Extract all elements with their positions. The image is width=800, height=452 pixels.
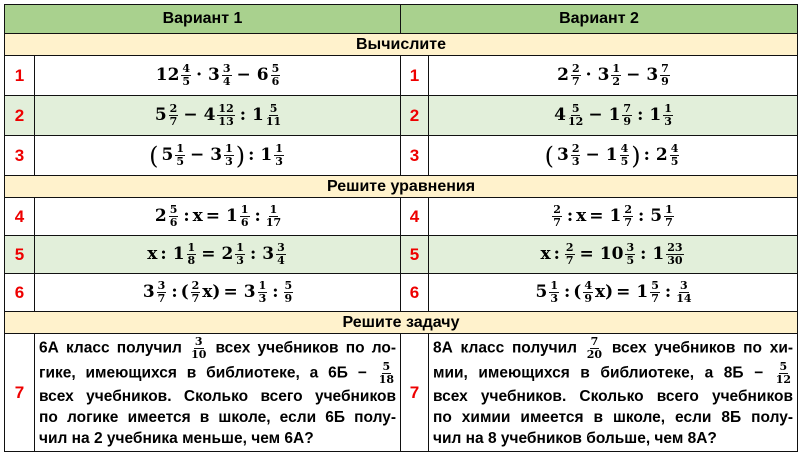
whole-part: 2 (221, 244, 234, 264)
numerator: 23 (667, 241, 683, 254)
fraction (568, 103, 583, 128)
parenthesis: ( (149, 141, 159, 170)
denominator: 13 (218, 115, 234, 128)
fraction (666, 242, 683, 267)
numerator: 5 (169, 203, 178, 216)
variant-2-header: Вариант 2 (401, 5, 798, 34)
expression-v1 (35, 236, 401, 274)
numerator: 5 (571, 102, 580, 115)
numerator: 2 (624, 203, 633, 216)
operator: = (589, 206, 604, 226)
fraction (258, 280, 268, 305)
denominator: 11 (265, 115, 282, 128)
numerator: 2 (572, 62, 580, 75)
denominator: 7 (169, 115, 178, 128)
expression-v2 (429, 56, 798, 96)
fraction (625, 242, 635, 267)
whole-part: 5 (650, 206, 663, 226)
whole-part: 12 (155, 65, 180, 85)
numerator: 1 (236, 241, 244, 254)
numerator: 1 (665, 203, 673, 216)
parenthesis: ) (235, 141, 246, 170)
whole-part: 1 (652, 244, 665, 264)
numerator: 12 (218, 102, 234, 115)
whole-part: 5 (161, 145, 174, 165)
operator: = (223, 282, 238, 302)
text-segment: x (192, 206, 203, 226)
exercise-number: 3 (401, 136, 429, 176)
denominator: 3 (225, 155, 233, 168)
text-segment: всех учебников по ло- (208, 339, 396, 357)
text-segment: ( (573, 282, 582, 302)
operator: − (585, 145, 600, 165)
numerator: 3 (277, 241, 285, 254)
fraction (663, 103, 673, 128)
task-line (433, 428, 793, 449)
operator: : (566, 206, 574, 226)
operator: : (239, 105, 247, 125)
whole-part: 5 (154, 105, 167, 125)
task-number: 7 (5, 334, 35, 452)
text-segment: x (540, 244, 551, 264)
denominator: 7 (191, 292, 200, 305)
operator: : (254, 206, 261, 226)
exercise-number: 6 (401, 274, 429, 312)
denominator: 12 (568, 115, 584, 128)
denominator: 6 (271, 75, 280, 88)
whole-part: 4 (554, 105, 566, 125)
whole-part: 1 (636, 282, 649, 302)
task-line (433, 336, 793, 361)
whole-part: 3 (262, 244, 275, 264)
task-line (39, 407, 396, 428)
text-segment: ( (180, 282, 189, 302)
numerator: 7 (623, 102, 632, 115)
fraction (664, 204, 674, 229)
fraction (676, 280, 691, 305)
denominator: 9 (661, 75, 669, 88)
fraction (271, 63, 281, 88)
denominator: 5 (182, 75, 191, 88)
header-row (5, 5, 798, 34)
fraction (276, 242, 286, 267)
task-number: 7 (401, 334, 429, 452)
operator: : (638, 206, 645, 226)
denominator: 5 (620, 155, 629, 168)
numerator: 3 (222, 62, 231, 75)
whole-part: 1 (226, 206, 238, 226)
operator: = (579, 244, 594, 264)
whole-part: 3 (597, 65, 610, 85)
operator: : (664, 282, 672, 302)
fraction (235, 242, 245, 267)
numerator: 1 (275, 142, 283, 155)
exercise-number: 5 (5, 236, 35, 274)
numerator: 3 (157, 279, 166, 292)
exercise-row (5, 136, 798, 176)
expression-v2 (429, 274, 798, 312)
whole-part: 1 (260, 145, 273, 165)
section-row (5, 176, 798, 198)
fraction (157, 280, 167, 305)
fraction (620, 143, 630, 168)
section-title: Решите уравнения (5, 176, 798, 198)
parenthesis: ) (631, 141, 641, 170)
whole-part: 1 (649, 105, 662, 125)
denominator: 7 (665, 216, 673, 229)
numerator: 1 (258, 279, 267, 292)
numerator: 4 (670, 142, 679, 155)
denominator: 7 (565, 254, 574, 267)
text-segment: x) (202, 282, 221, 302)
fraction (379, 361, 394, 386)
fraction (587, 336, 602, 361)
denominator: 9 (284, 292, 293, 305)
denominator: 6 (240, 216, 249, 229)
fraction (191, 336, 206, 361)
numerator: 2 (169, 102, 178, 115)
numerator: 1 (612, 62, 621, 75)
whole-part: 3 (210, 145, 223, 165)
denominator: 18 (378, 373, 394, 386)
numerator: 5 (269, 102, 278, 115)
denominator: 17 (265, 216, 282, 229)
task-line (433, 361, 793, 386)
expression-v1 (35, 56, 401, 96)
text-segment: всех учебников по хи- (604, 339, 794, 357)
operator: : (563, 282, 571, 302)
exercise-number: 3 (5, 136, 35, 176)
fraction (571, 143, 581, 168)
denominator: 4 (222, 75, 231, 88)
operator: : (640, 244, 647, 264)
operator: : (248, 145, 255, 165)
whole-part: 2 (655, 145, 668, 165)
operator: − (588, 105, 603, 125)
fraction (175, 143, 185, 168)
fraction (169, 204, 179, 229)
expression-v2 (429, 236, 798, 274)
fraction (583, 280, 593, 305)
numerator: 5 (271, 62, 280, 75)
whole-part: 3 (142, 282, 155, 302)
whole-part: 3 (243, 282, 256, 302)
fraction (660, 63, 670, 88)
exercise-number: 4 (5, 198, 35, 236)
expression-v2 (429, 198, 798, 236)
fraction (670, 143, 680, 168)
numerator: 2 (571, 142, 580, 155)
denominator: 5 (176, 155, 184, 168)
operator: : (183, 206, 190, 226)
numerator: 4 (182, 62, 191, 75)
fraction (622, 103, 632, 128)
operator: · (196, 65, 202, 85)
variant-1-header: Вариант 1 (5, 5, 401, 34)
numerator: 1 (240, 203, 249, 216)
fraction (191, 280, 201, 305)
fraction (776, 361, 791, 386)
task-line (39, 361, 396, 386)
whole-part: 5 (535, 282, 548, 302)
operator: : (643, 145, 650, 165)
exercise-number: 2 (401, 96, 429, 136)
numerator: 3 (680, 279, 688, 292)
numerator: 1 (225, 142, 233, 155)
section-row (5, 34, 798, 56)
numerator: 5 (382, 360, 391, 373)
whole-part: 3 (556, 145, 569, 165)
numerator: 4 (620, 142, 629, 155)
whole-part: 6 (256, 65, 269, 85)
fraction (571, 63, 581, 88)
exercise-row (5, 56, 798, 96)
fraction (549, 280, 559, 305)
text-segment: 6А класс получил (39, 339, 190, 357)
text-segment: по логике имеется в школе, если 6Б полу- (39, 409, 396, 426)
denominator: 5 (626, 254, 635, 267)
section-title: Вычислите (5, 34, 798, 56)
expression-v1 (35, 96, 401, 136)
operator: = (616, 282, 631, 302)
denominator: 2 (612, 75, 621, 88)
numerator: 5 (779, 360, 788, 373)
exercise-number: 1 (5, 56, 35, 96)
whole-part: 1 (608, 105, 621, 125)
section-title: Решите задачу (5, 312, 798, 334)
operator: · (585, 65, 592, 85)
numerator: 1 (187, 241, 196, 254)
expression-v1 (35, 274, 401, 312)
denominator: 7 (624, 216, 633, 229)
denominator: 7 (651, 292, 659, 305)
whole-part: 3 (208, 65, 220, 85)
fraction (181, 63, 191, 88)
task-line (39, 336, 396, 361)
fraction (187, 242, 197, 267)
numerator: 2 (191, 279, 200, 292)
operator: : (272, 282, 279, 302)
denominator: 9 (584, 292, 592, 305)
operator: − (189, 145, 205, 165)
fraction (224, 143, 234, 168)
text-segment: чил на 2 учебника меньше, чем 6А? (39, 430, 314, 447)
operator: = (201, 244, 216, 264)
task-row (5, 334, 798, 452)
operator: : (637, 105, 644, 125)
denominator: 7 (553, 216, 561, 229)
text-segment: x (576, 206, 587, 226)
exercise-number: 5 (401, 236, 429, 274)
task-line (39, 428, 396, 449)
exercise-number: 1 (401, 56, 429, 96)
task-line (433, 407, 793, 428)
whole-part: 4 (203, 105, 216, 125)
task-text-v2 (429, 334, 798, 452)
operator: − (236, 65, 251, 85)
numerator: 4 (584, 279, 592, 292)
whole-part: 2 (557, 65, 569, 85)
fraction (623, 204, 633, 229)
denominator: 8 (187, 254, 196, 267)
fraction (222, 63, 232, 88)
operator: : (160, 244, 167, 264)
numerator: 1 (176, 142, 184, 155)
text-segment: мии, имеющихся в библиотеке, а 8Б − (433, 364, 774, 382)
numerator: 3 (626, 241, 635, 254)
numerator: 1 (664, 102, 672, 115)
denominator: 10 (191, 348, 207, 361)
whole-part: 1 (609, 206, 622, 226)
fraction (240, 204, 250, 229)
denominator: 3 (550, 292, 558, 305)
whole-part: 2 (154, 206, 167, 226)
denominator: 3 (236, 254, 244, 267)
text-segment: всех учебников. Сколько всего учебников (433, 388, 793, 405)
denominator: 30 (667, 254, 683, 267)
denominator: 3 (571, 155, 580, 168)
text-segment: всех учебников. Сколько всего учебников (39, 388, 396, 405)
text-segment: 8А класс получил (433, 339, 585, 357)
text-segment: x (147, 244, 158, 264)
denominator: 6 (169, 216, 178, 229)
whole-part: 3 (646, 65, 659, 85)
denominator: 9 (623, 115, 632, 128)
denominator: 12 (775, 373, 791, 386)
operator: : (171, 282, 178, 302)
denominator: 3 (664, 115, 672, 128)
denominator: 20 (586, 348, 603, 361)
numerator: 1 (550, 279, 558, 292)
text-segment: гике, имеющихся в библиотеке, а 6Б − (39, 364, 377, 382)
text-segment: по химии имеется в школе, если 8Б полу- (433, 409, 793, 426)
operator: : (553, 244, 560, 264)
text-segment: x) (594, 282, 614, 302)
exercise-row (5, 236, 798, 274)
whole-part: 1 (252, 105, 264, 125)
fraction (266, 103, 281, 128)
denominator: 7 (157, 292, 166, 305)
denominator: 4 (277, 254, 285, 267)
numerator: 5 (284, 279, 293, 292)
denominator: 3 (258, 292, 267, 305)
exercise-number: 4 (401, 198, 429, 236)
numerator: 7 (661, 62, 669, 75)
fraction (266, 204, 281, 229)
fraction (274, 143, 284, 168)
text-segment: чил на 8 учебников больше, чем 8А? (433, 430, 717, 447)
fraction (650, 280, 660, 305)
operator: : (249, 244, 257, 264)
fraction (284, 280, 294, 305)
whole-part: 1 (172, 244, 185, 264)
expression-v1 (35, 198, 401, 236)
expression-v2 (429, 96, 798, 136)
operator: − (183, 105, 198, 125)
worksheet-table (4, 4, 798, 452)
exercise-row (5, 274, 798, 312)
numerator: 7 (590, 335, 599, 348)
whole-part: 1 (605, 145, 618, 165)
exercise-row (5, 198, 798, 236)
task-line (433, 386, 793, 407)
denominator: 5 (670, 155, 679, 168)
parenthesis: ( (544, 141, 554, 170)
exercise-number: 6 (5, 274, 35, 312)
operator: − (626, 65, 641, 85)
fraction (169, 103, 179, 128)
fraction (565, 242, 575, 267)
numerator: 5 (651, 279, 659, 292)
expression-v1 (35, 136, 401, 176)
task-text-v1 (35, 334, 401, 452)
numerator: 1 (269, 203, 278, 216)
denominator: 14 (676, 292, 692, 305)
fraction (552, 204, 562, 229)
section-row (5, 312, 798, 334)
exercise-row (5, 96, 798, 136)
task-line (39, 386, 396, 407)
exercise-number: 2 (5, 96, 35, 136)
numerator: 2 (553, 203, 561, 216)
fraction (611, 63, 621, 88)
denominator: 7 (572, 75, 580, 88)
numerator: 2 (565, 241, 574, 254)
fraction (217, 103, 234, 128)
whole-part: 10 (599, 244, 624, 264)
operator: = (205, 206, 221, 226)
expression-v2 (429, 136, 798, 176)
denominator: 3 (275, 155, 283, 168)
numerator: 3 (194, 335, 203, 348)
